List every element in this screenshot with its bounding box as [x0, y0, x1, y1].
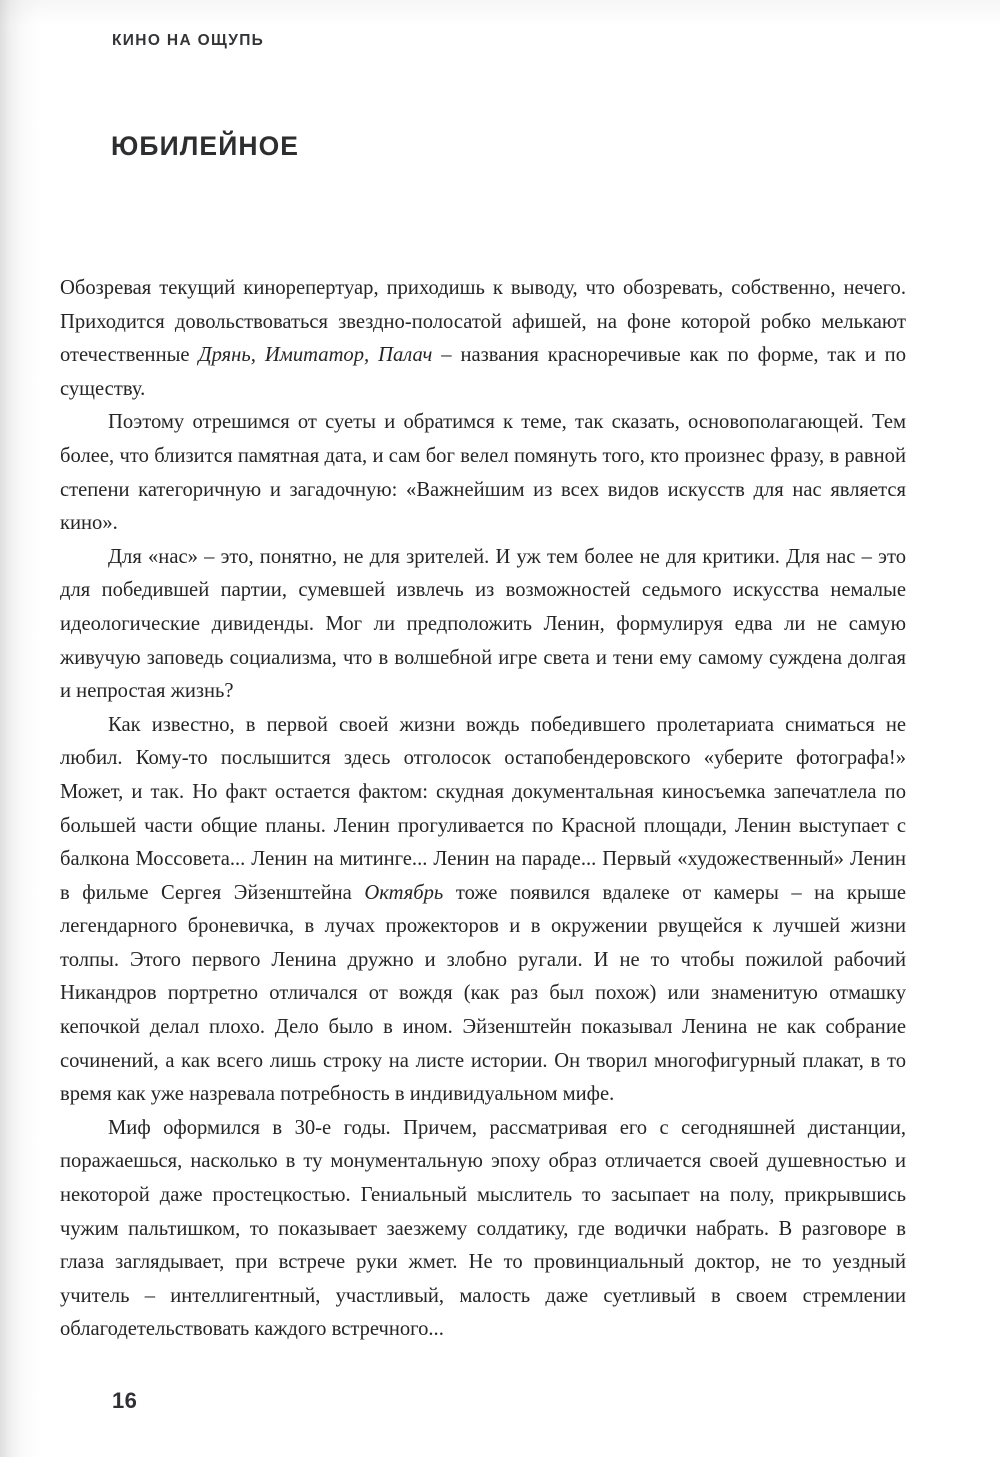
body-paragraph	[60, 272, 906, 406]
text-run: Миф оформился в 30-е годы. Причем, рассматривая его с сегодняшней дистанции, поражаешься, насколько в ту монументальную эпоху образ отличается своей душевностью и некоторой даже простецкостью. Гениальный мыслитель то засыпает на полу, прикрывшись чужим пальтишком, то показывает заезжему солдатику, где водички набрать. В разговоре в глаза заглядывает, при встрече руки жмет. Не то провинциальный доктор, не то уездный учитель – интеллигентный, участливый, малость даже суетливый в своем стремлении облагодетельствовать каждого встречного...	[60, 1116, 906, 1341]
text-run: Как известно, в первой своей жизни вождь победившего пролетариата сниматься не любил. Кому-то послышится здесь отголосок остапобендеровского «уберите фотографа!» Может, и так. Но факт остается фактом: скудная документальная киносъемка запечатлела по большей части общие планы. Ленин прогуливается по Красной площади, Ленин выступает с балкона Моссовета... Ленин на митинге... Ленин на параде... Первый «художественный» Ленин в фильме Сергея Эйзенштейна	[60, 713, 906, 904]
body-text	[60, 272, 906, 1347]
page-number: 16	[112, 1388, 138, 1413]
text-run: – названия красноречивые как по форме, так и по существу.	[60, 344, 906, 400]
text-run: Обозревая текущий кинорепертуар, приходишь к выводу, что обозревать, собственно, нечего. Приходится довольствоваться звездно-полосатой афишей, на фоне которой робко мелькают отечественные	[60, 277, 906, 367]
scan-shadow-top	[0, 0, 1000, 26]
text-run: тоже появился вдалеке от камеры – на крыше легендарного броневичка, в лучах прожекторов и в окружении рвущейся к лучшей жизни толпы. Этого первого Ленина дружно и злобно ругали. И не то чтобы пожилой рабочий Никандров портретно отличался от вождя (как раз был похож) или знаменитую отмашку кепочкой делал плохо. Дело было в ином. Эйзенштейн показывал Ленина не как собрание сочинений, а как всего лишь строку на листе истории. Он творил многофигурный плакат, в то время как уже назревала потребность в индивидуальном мифе.	[60, 881, 906, 1106]
text-run: Для «нас» – это, понятно, не для зрителей. И уж тем более не для критики. Для нас – это для победившей партии, сумевшей извлечь из возможностей седьмого искусства немалые идеологические дивиденды. Мог ли предположить Ленин, формулируя едва ли не самую живучую заповедь социализма, что в волшебной игре света и тени ему самому суждена долгая и непростая жизнь?	[60, 545, 906, 703]
body-paragraph	[60, 709, 906, 1112]
film-title-italic: Октябрь	[364, 881, 444, 904]
body-paragraph	[60, 406, 906, 540]
page-title: ЮБИЛЕЙНОЕ	[111, 130, 300, 161]
scan-shadow-gutter	[0, 0, 46, 1457]
body-paragraph	[60, 1112, 906, 1347]
text-run: Поэтому отрешимся от суеты и обратимся к теме, так сказать, основополагающей. Тем более, что близится памятная дата, и сам бог велел помянуть того, кто произнес фразу, в равной степени категоричную и загадочную: «Важнейшим из всех видов искусств для нас является кино».	[60, 411, 906, 535]
film-title-italic: Дрянь, Имитатор, Палач	[198, 344, 433, 367]
body-paragraph	[60, 541, 906, 709]
running-head: КИНО НА ОЩУПЬ	[112, 32, 265, 49]
